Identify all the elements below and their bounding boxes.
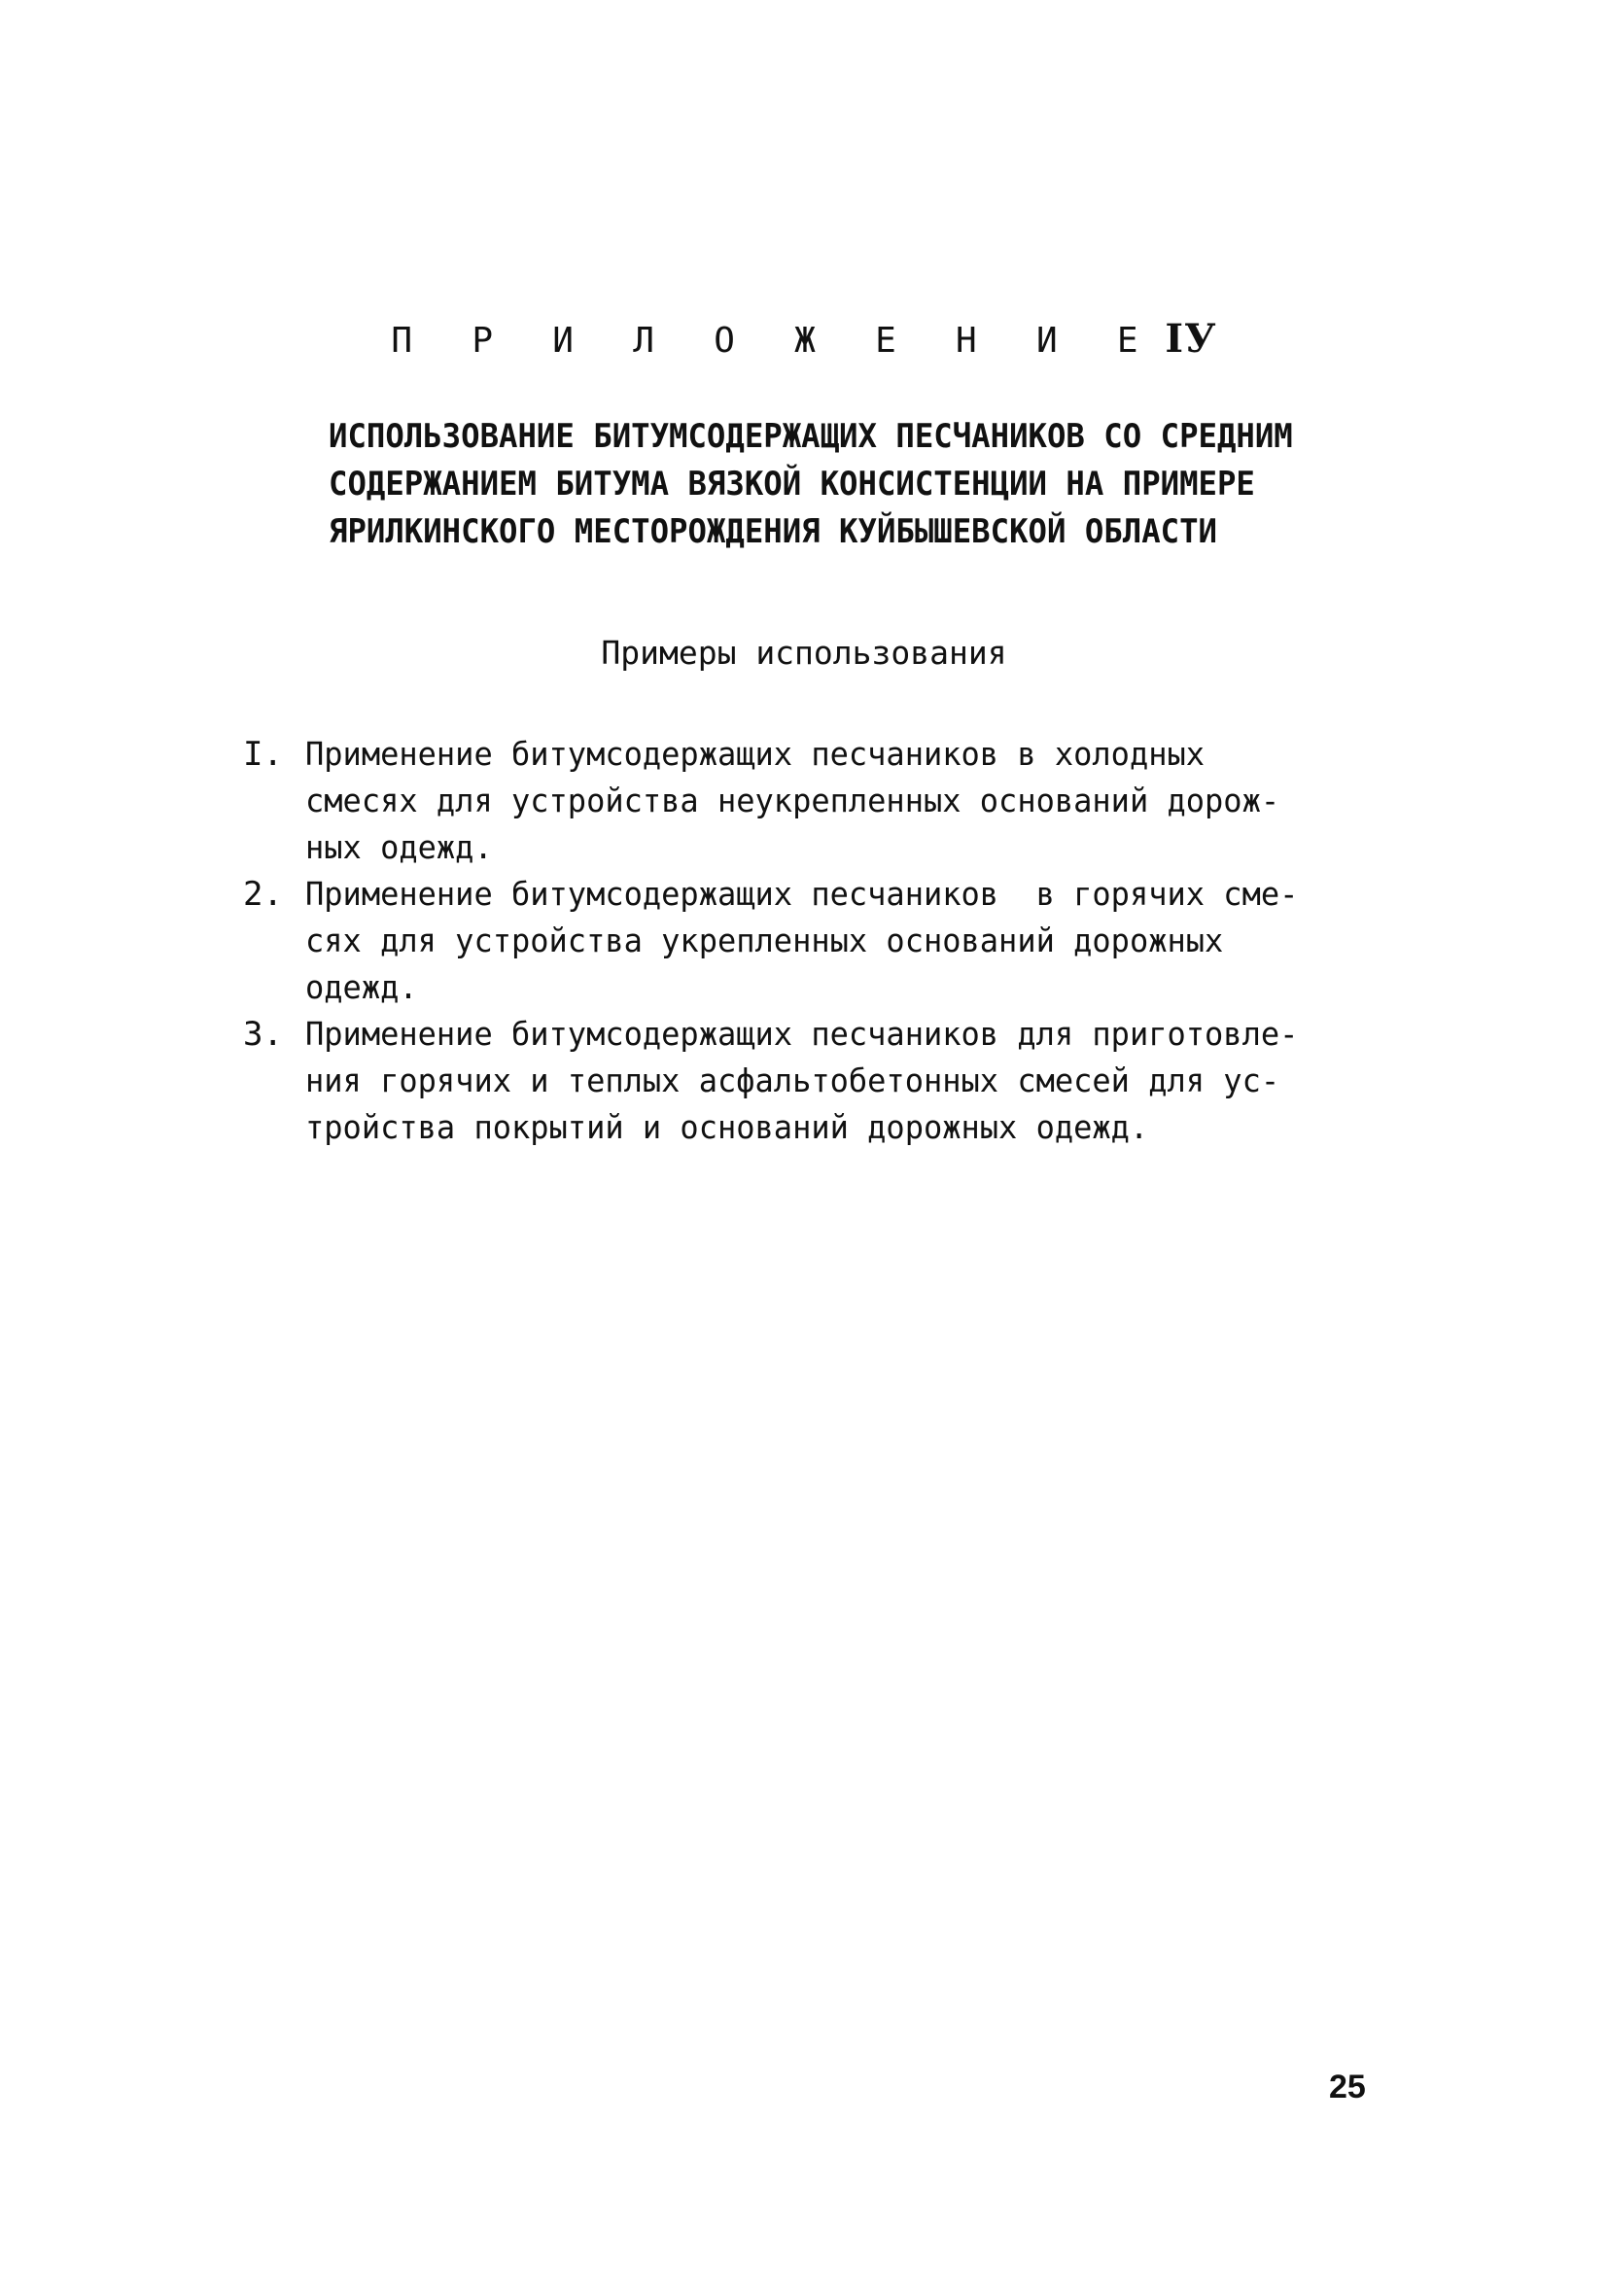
list-item <box>243 871 1361 1011</box>
document-title <box>329 413 1301 556</box>
list-item-line: Применение битумсодержащих песчаников в горячих сме- <box>305 875 1299 913</box>
list-item-line: ных одежд. <box>305 828 493 866</box>
list-item-line: одежд. <box>305 968 418 1006</box>
title-line: СОДЕРЖАНИЕМ БИТУМА ВЯЗКОЙ КОНСИСТЕНЦИИ НА ПРИМЕРЕ <box>329 465 1255 504</box>
list-item-line: сях для устройства укрепленных оснований дорожных <box>305 922 1224 959</box>
page-number: 25 <box>1329 2069 1366 2105</box>
list-item-line: Применение битумсодержащих песчаников в холодных <box>305 735 1206 773</box>
list-item-line: смесях для устройства неукрепленных оснований дорож- <box>305 782 1280 819</box>
list-item <box>243 1011 1361 1151</box>
appendix-heading <box>0 316 1608 362</box>
appendix-numeral: IУ <box>1165 316 1217 362</box>
list-item-number: 2. <box>243 875 283 914</box>
appendix-label: П Р И Л О Ж Е Н И Е <box>391 321 1158 361</box>
examples-list <box>243 731 1361 1151</box>
examples-subheading: Примеры использования <box>601 634 1007 672</box>
list-item <box>243 731 1361 871</box>
list-item-line: Применение битумсодержащих песчаников для приготовле- <box>305 1015 1299 1053</box>
list-item-line: ния горячих и теплых асфальтобетонных смесей для ус- <box>305 1061 1280 1099</box>
title-line: ИСПОЛЬЗОВАНИЕ БИТУМСОДЕРЖАЩИХ ПЕСЧАНИКОВ СО СРЕДНИМ <box>329 417 1293 456</box>
list-item-number: 3. <box>243 1015 283 1054</box>
list-item-number: I. <box>243 735 283 774</box>
title-line: ЯРИЛКИНСКОГО МЕСТОРОЖДЕНИЯ КУЙБЫШЕВСКОЙ ОБЛАСТИ <box>329 512 1217 551</box>
list-item-line: тройства покрытий и оснований дорожных одежд. <box>305 1108 1149 1146</box>
